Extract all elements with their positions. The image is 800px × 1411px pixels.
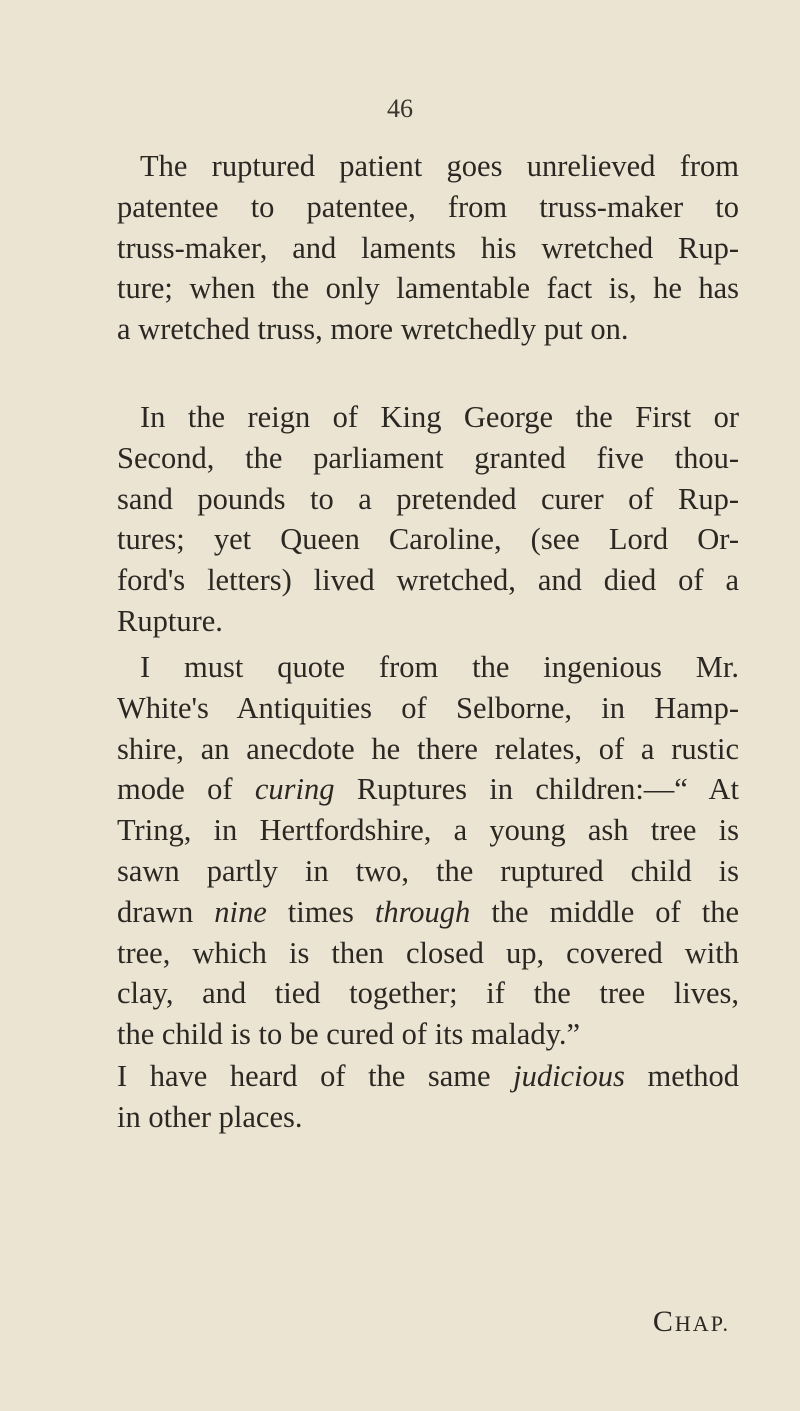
text-line <box>117 1056 739 1097</box>
italic-text: through <box>374 894 471 929</box>
text-line: I must quote from the ingenious Mr. <box>140 650 739 684</box>
catchword-initial: C <box>652 1305 675 1338</box>
paragraph-ruptured-patient <box>117 146 739 350</box>
text-line: shire, an anecdote he there relates, of a rustic <box>117 731 739 766</box>
text-line: tree, which is then closed up, covered with <box>117 935 739 970</box>
text-line <box>117 769 739 810</box>
text-line: in other places. <box>117 1099 303 1134</box>
text-line: ture; when the only lamentable fact is, he has <box>117 271 739 306</box>
text-run: Ruptures in children:—“ At <box>334 772 739 807</box>
text-run: I have heard of the same <box>117 1059 514 1093</box>
text-run: drawn <box>117 894 215 929</box>
italic-text: curing <box>254 772 335 807</box>
text-run: method <box>624 1059 739 1093</box>
text-line: truss-maker, and laments his wretched Rup- <box>117 230 739 265</box>
text-line: White's Antiquities of Selborne, in Hamp- <box>117 690 739 725</box>
paragraph-selborne-anecdote <box>117 647 739 1055</box>
text-line: Second, the parliament granted five thou- <box>117 440 739 475</box>
text-run: mode of <box>117 772 255 807</box>
text-line: a wretched truss, more wretchedly put on. <box>117 312 629 347</box>
text-line: sand pounds to a pretended curer of Rup- <box>117 481 739 516</box>
paragraph-judicious-method <box>117 1056 739 1138</box>
text-line: Rupture. <box>117 603 223 638</box>
text-line: The ruptured patient goes unrelieved from <box>140 149 739 183</box>
page-number: 46 <box>387 94 413 123</box>
italic-text: nine <box>214 894 267 929</box>
text-line: sawn partly in two, the ruptured child is <box>117 853 739 888</box>
text-run: times <box>266 894 375 929</box>
text-line: tures; yet Queen Caroline, (see Lord Or- <box>117 522 739 557</box>
text-run: the middle of the <box>470 894 739 929</box>
text-line <box>117 892 739 933</box>
text-line: Tring, in Hertfordshire, a young ash tree is <box>117 813 739 848</box>
text-line: ford's letters) lived wretched, and died of a <box>117 563 739 598</box>
text-line: the child is to be cured of its malady.” <box>117 1017 581 1052</box>
text-line: In the reign of King George the First or <box>140 400 739 434</box>
italic-text: judicious <box>513 1059 625 1093</box>
catchword-rest: HAP. <box>674 1311 730 1336</box>
text-line: patentee to patentee, from truss-maker to <box>117 189 739 224</box>
text-line: clay, and tied together; if the tree lives, <box>117 976 739 1011</box>
paragraph-king-george <box>117 397 739 642</box>
catchword <box>580 1305 730 1339</box>
